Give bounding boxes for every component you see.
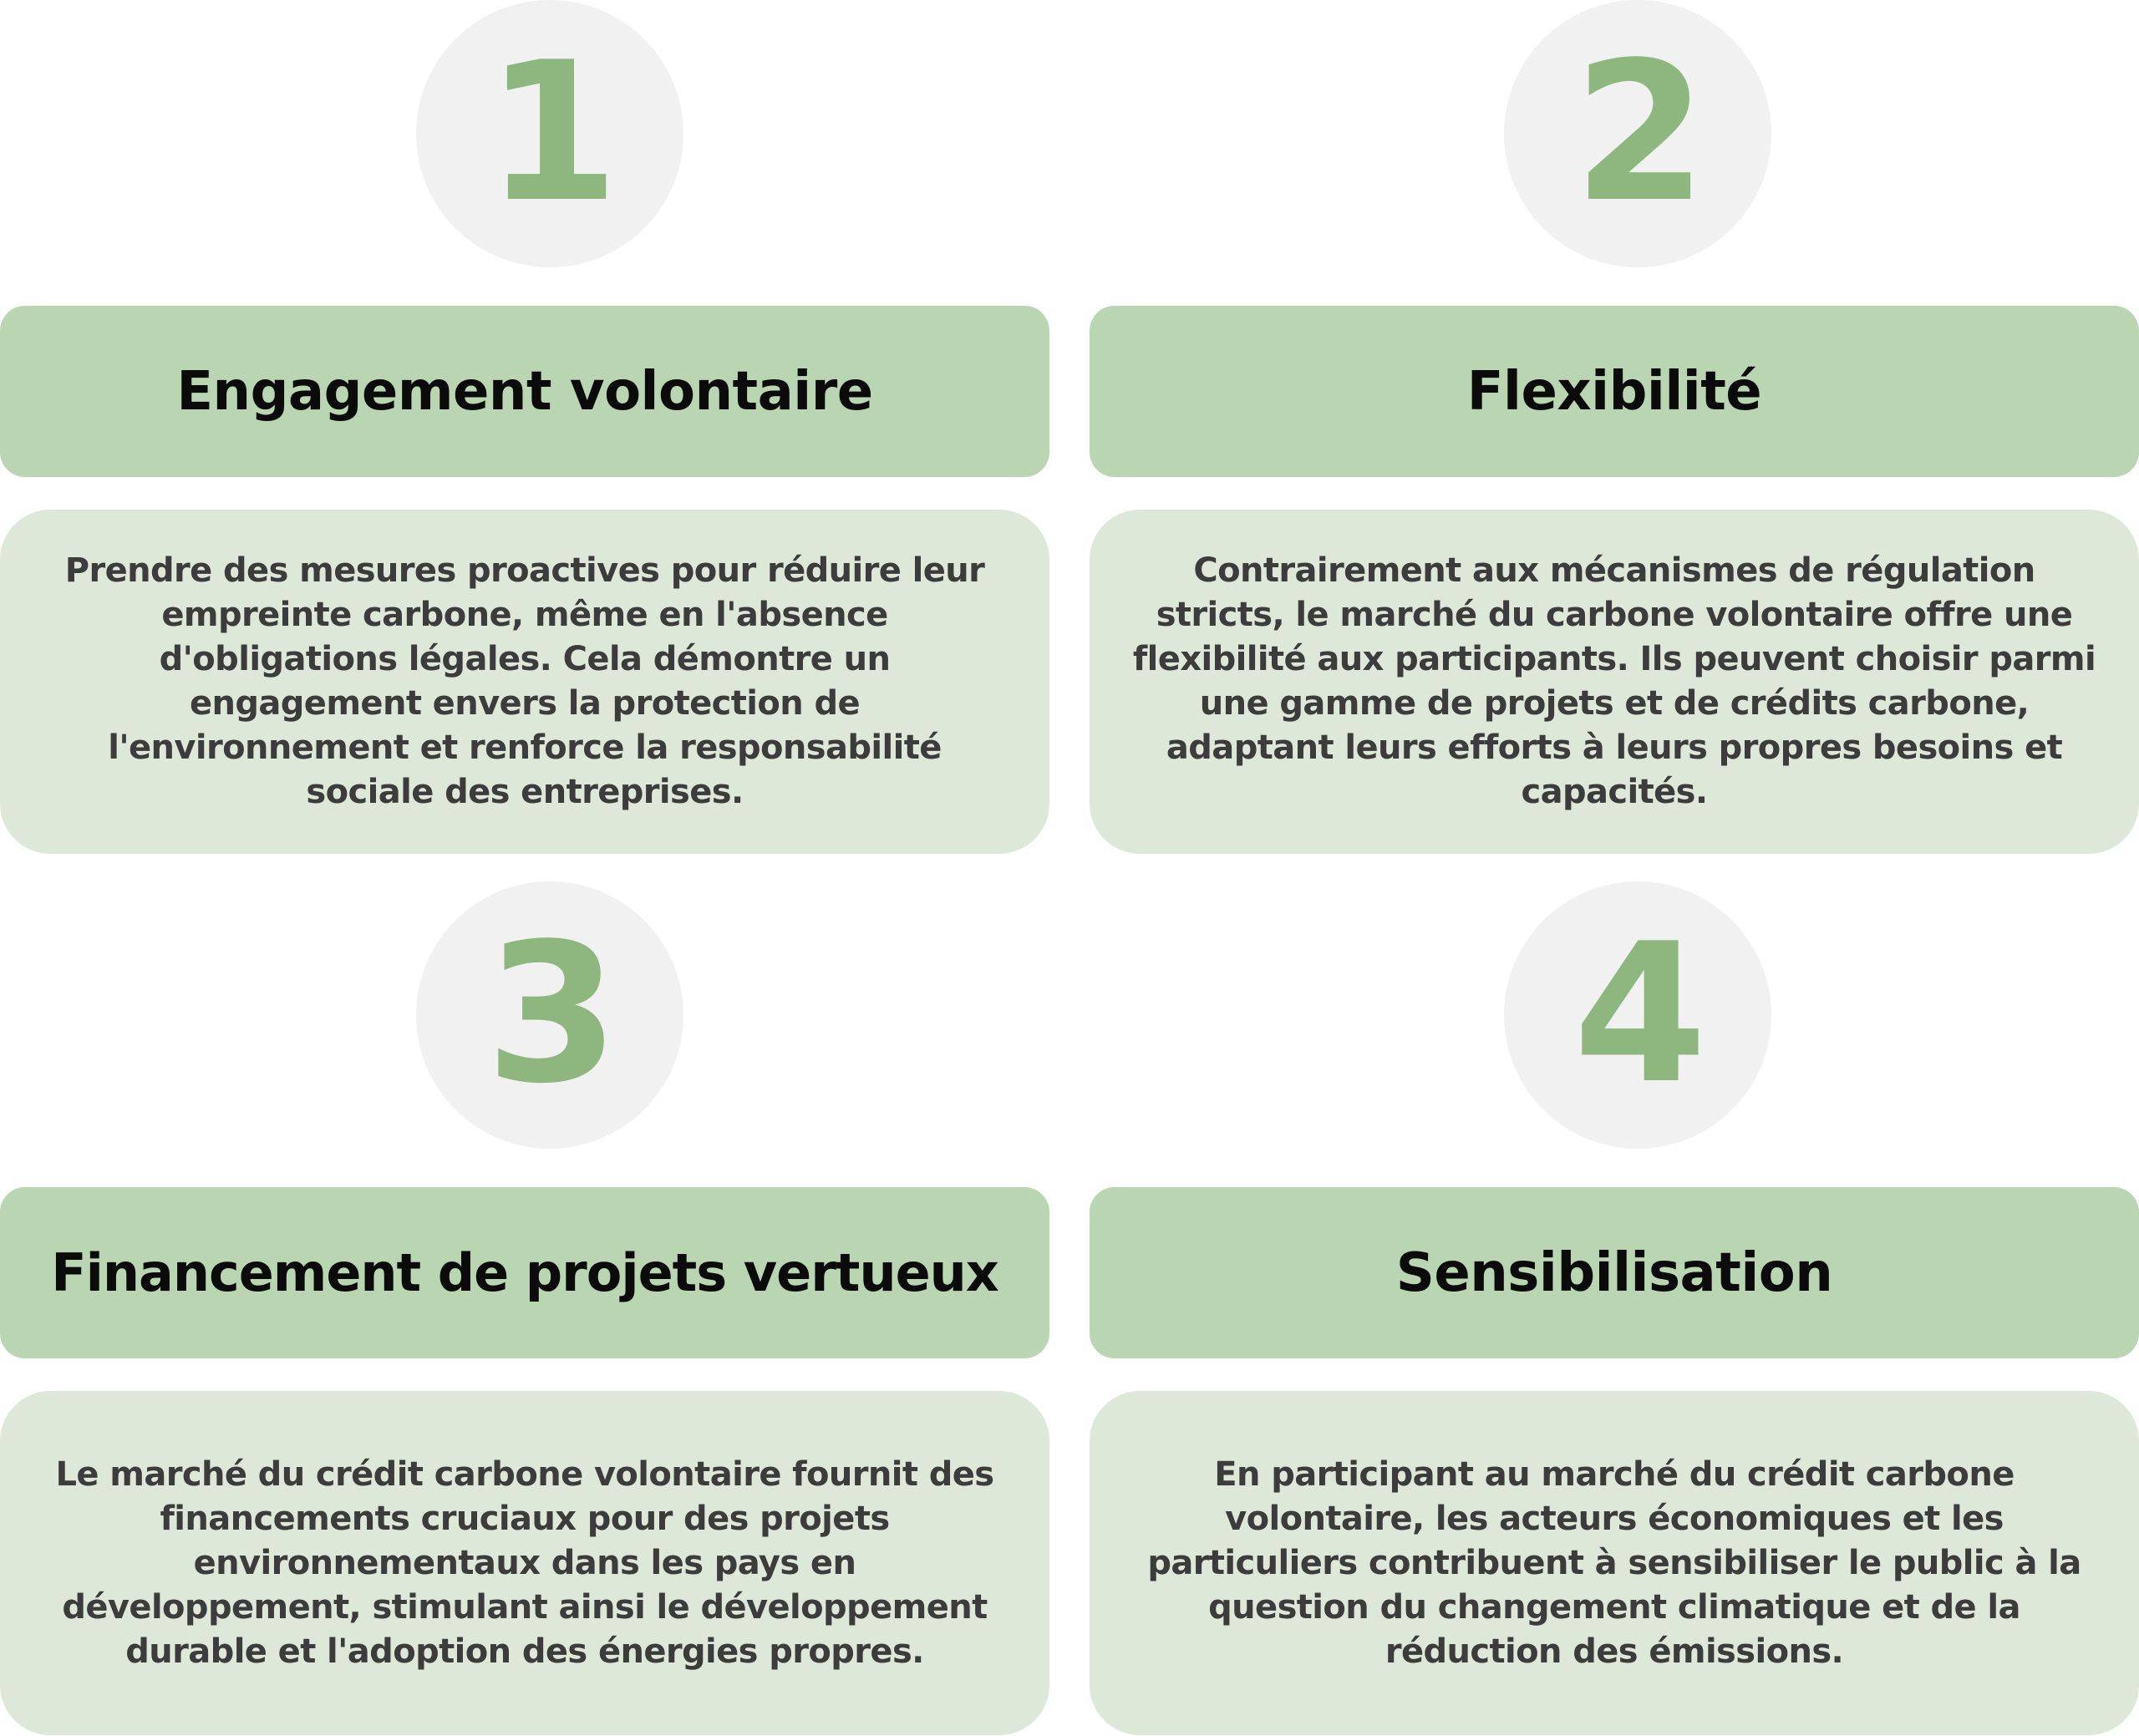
item-header bbox=[1090, 306, 2139, 477]
item-number: 2 bbox=[1572, 22, 1703, 245]
item-title: Financement de projets vertueux bbox=[51, 1242, 998, 1303]
number-circle bbox=[1504, 881, 1771, 1149]
item-description-box bbox=[0, 1391, 1049, 1735]
item-description-box bbox=[1090, 1391, 2139, 1735]
item-description: Le marché du crédit carbone volontaire fournit des financements cruciaux pour des projets environnementaux dans les pays en développement, stimulant ainsi le développement durable et l'adoption des énergies propres. bbox=[55, 1454, 994, 1671]
item-number: 3 bbox=[485, 903, 615, 1126]
item-title: Engagement volontaire bbox=[176, 360, 873, 423]
item-description: Contrairement aux mécanismes de régulation stricts, le marché du carbone volontaire offre une flexibilité aux participants. Ils peuvent choisir parmi une gamme de projets et de crédits carbone, adaptant leurs efforts à leurs propres besoins et capacités. bbox=[1132, 551, 2096, 811]
item-number: 1 bbox=[485, 22, 615, 245]
item-title: Sensibilisation bbox=[1395, 1241, 1833, 1304]
item-description: Prendre des mesures proactives pour réduire leur empreinte carbone, même en l'absence d'obligations légales. Cela démontre un engagement envers la protection de l'environnement et renforce la responsabilité sociale des entreprises. bbox=[64, 551, 985, 811]
item-title: Flexibilité bbox=[1466, 360, 1762, 423]
item-description: En participant au marché du crédit carbone volontaire, les acteurs économiques et les particuliers contribuent à sensibiliser le public à la question du changement climatique et de la réduction des émissions. bbox=[1147, 1454, 2081, 1671]
number-circle bbox=[416, 881, 683, 1149]
item-header bbox=[0, 306, 1049, 477]
item-number: 4 bbox=[1572, 903, 1703, 1126]
number-circle bbox=[1504, 0, 1771, 267]
item-header bbox=[0, 1187, 1049, 1358]
number-circle bbox=[416, 0, 683, 267]
item-description-box bbox=[1090, 510, 2139, 854]
item-header bbox=[1090, 1187, 2139, 1358]
item-description-box bbox=[0, 510, 1049, 854]
